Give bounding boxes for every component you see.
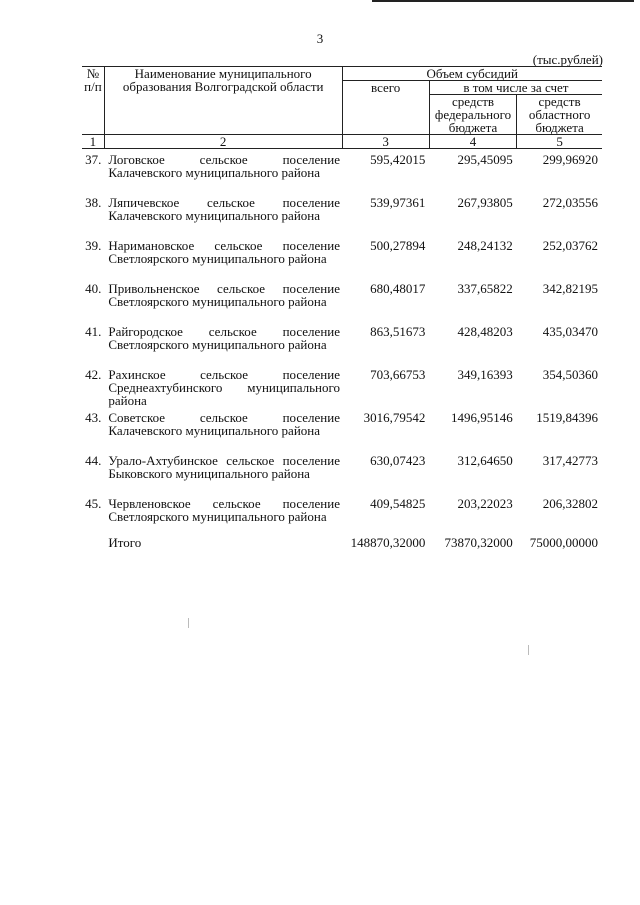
table-row <box>82 493 602 536</box>
federal-value: 267,93805 <box>457 195 513 210</box>
total-value: 863,51673 <box>370 324 426 339</box>
totals-label: Итого <box>108 535 142 550</box>
regional-value: 272,03556 <box>542 195 598 210</box>
regional-value: 299,96920 <box>542 152 598 167</box>
municipality-name: Ляпичевское сельское поселение Калачевского муниципального района <box>108 195 340 223</box>
subsidy-table <box>82 66 602 549</box>
municipality-name: Советское сельское поселение Калачевского муниципального района <box>108 410 340 438</box>
regional-value: 1519,84396 <box>536 410 598 425</box>
total-value: 500,27894 <box>370 238 426 253</box>
row-number: 41. <box>85 324 102 339</box>
scan-speck <box>528 645 529 655</box>
header-total: всего <box>342 81 429 135</box>
top-rule <box>372 0 634 2</box>
row-number: 45. <box>85 496 102 511</box>
total-value: 680,48017 <box>370 281 426 296</box>
regional-value: 342,82195 <box>542 281 598 296</box>
total-value: 539,97361 <box>370 195 426 210</box>
federal-value: 349,16393 <box>457 367 513 382</box>
regional-value: 354,50360 <box>542 367 598 382</box>
header-federal: средств федерального бюджета <box>429 95 516 135</box>
row-number: 44. <box>85 453 102 468</box>
municipality-name: Логовское сельское поселение Калачевского муниципального района <box>108 152 340 180</box>
total-value: 630,07423 <box>370 453 426 468</box>
table-row <box>82 235 602 278</box>
column-number: 5 <box>517 135 602 149</box>
row-number: 37. <box>85 152 102 167</box>
row-number: 43. <box>85 410 102 425</box>
header-including: в том числе за счет <box>429 81 602 95</box>
municipality-name: Рахинское сельское поселение Среднеахтубинского муниципального района <box>108 367 340 408</box>
row-number: 40. <box>85 281 102 296</box>
scan-speck <box>188 618 189 628</box>
municipality-name: Привольненское сельское поселение Светлоярского муниципального района <box>108 281 340 309</box>
header-regional: средств областного бюджета <box>528 94 591 135</box>
column-number: 1 <box>82 135 104 149</box>
header-no: № п/п <box>82 67 104 135</box>
federal-value: 295,45095 <box>457 152 513 167</box>
regional-value: 206,32802 <box>542 496 598 511</box>
table-row <box>82 364 602 407</box>
header-name: Наименование муниципального образования Волгоградской области <box>104 67 342 135</box>
federal-value: 312,64650 <box>457 453 513 468</box>
totals-regional: 75000,00000 <box>529 535 598 550</box>
municipality-name: Урало-Ахтубинское сельское поселение Быковского муниципального района <box>108 453 340 481</box>
regional-value: 435,03470 <box>542 324 598 339</box>
totals-row <box>82 536 602 549</box>
regional-value: 317,42773 <box>542 453 598 468</box>
federal-value: 203,22023 <box>457 496 513 511</box>
row-number: 39. <box>85 238 102 253</box>
federal-value: 428,48203 <box>457 324 513 339</box>
row-number: 38. <box>85 195 102 210</box>
total-value: 3016,79542 <box>363 410 426 425</box>
regional-value: 252,03762 <box>542 238 598 253</box>
table-row <box>82 278 602 321</box>
total-value: 703,66753 <box>370 367 426 382</box>
table-row <box>82 407 602 450</box>
municipality-name: Червленовское сельское поселение Светлоярского муниципального района <box>108 496 340 524</box>
page-number: 3 <box>316 31 324 46</box>
column-numbers-row <box>82 135 602 149</box>
header-volume: Объем субсидий <box>342 67 602 81</box>
table-row <box>82 149 602 193</box>
table-row <box>82 321 602 364</box>
total-value: 409,54825 <box>370 496 426 511</box>
column-number: 3 <box>342 135 429 149</box>
unit-label: (тыс.рублей) <box>532 52 603 67</box>
table-row <box>82 450 602 493</box>
municipality-name: Наримановское сельское поселение Светлоярского муниципального района <box>108 238 340 266</box>
totals-total: 148870,32000 <box>350 535 426 550</box>
federal-value: 1496,95146 <box>450 410 513 425</box>
column-number: 2 <box>104 135 342 149</box>
table-row <box>82 192 602 235</box>
total-value: 595,42015 <box>370 152 426 167</box>
totals-federal: 73870,32000 <box>444 535 513 550</box>
column-number: 4 <box>429 135 516 149</box>
federal-value: 337,65822 <box>457 281 513 296</box>
federal-value: 248,24132 <box>457 238 513 253</box>
municipality-name: Райгородское сельское поселение Светлоярского муниципального района <box>108 324 340 352</box>
row-number: 42. <box>85 367 102 382</box>
